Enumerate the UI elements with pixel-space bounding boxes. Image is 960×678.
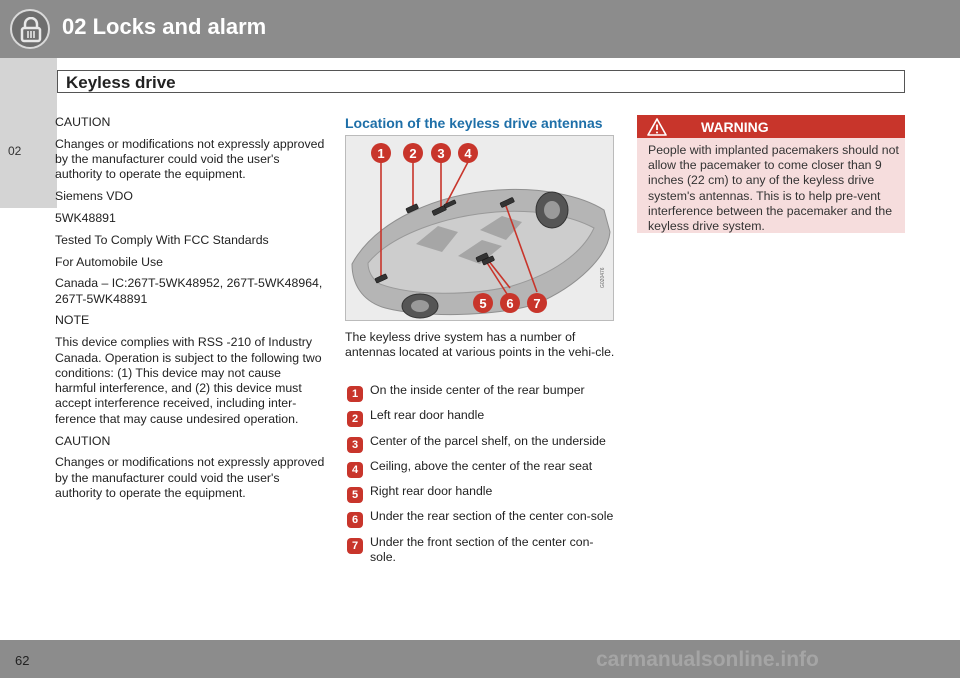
- callout-1-label: 1: [377, 146, 385, 161]
- number-badge: 4: [347, 462, 363, 478]
- paragraph: CAUTION: [55, 433, 111, 448]
- paragraph: 5WK48891: [55, 210, 116, 225]
- list-item: [345, 434, 615, 449]
- callout-7-label: 7: [533, 296, 541, 311]
- list-item-text: Left rear door handle: [370, 408, 485, 423]
- list-item-text: Right rear door handle: [370, 484, 493, 499]
- antenna-list: [345, 383, 615, 575]
- chapter-title: 02 Locks and alarm: [62, 14, 267, 39]
- number-badge: 3: [347, 437, 363, 453]
- callout-2-label: 2: [409, 146, 417, 161]
- warning-text: People with implanted pacemakers should not allow the pacemaker to come closer than 9 inches (22 cm) to any of the keyless drive system's antennas. This is to help pre-vent interference between the pacemaker and the keyless drive system.: [648, 143, 899, 234]
- antenna-heading: Location of the keyless drive antennas: [345, 115, 603, 131]
- list-item-text: Center of the parcel shelf, on the underside: [370, 433, 606, 448]
- paragraph: Changes or modifications not expressly approved by the manufacturer could void the user's authority to operate the equipment.: [55, 455, 325, 500]
- side-tab-label: 02: [8, 144, 22, 158]
- paragraph: Changes or modifications not expressly approved by the manufacturer could void the user's authority to operate the equipment.: [55, 136, 325, 182]
- pacemaker-warning-box: [637, 115, 905, 233]
- number-badge: 5: [347, 487, 363, 503]
- fcc-compliance-column: [55, 115, 325, 508]
- car-antenna-illustration: [345, 135, 614, 321]
- number-badge: 2: [347, 411, 363, 427]
- callout-6-label: 6: [506, 296, 514, 311]
- section-title: Keyless drive: [66, 73, 176, 92]
- paragraph: Siemens VDO: [55, 189, 133, 204]
- paragraph: For Automobile Use: [55, 254, 163, 269]
- list-item: [345, 484, 615, 502]
- section-title-box: [57, 70, 905, 93]
- callout-4-label: 4: [464, 146, 472, 161]
- list-item-text: Ceiling, above the center of the rear seat: [370, 458, 593, 473]
- list-item: [345, 383, 615, 398]
- paragraph: Canada – IC:267T-5WK48952, 267T-5WK48964, 267T-5WK48891: [55, 276, 323, 306]
- antenna-location-column: [345, 115, 615, 565]
- figure-code: G020476: [600, 267, 606, 288]
- list-item: [345, 408, 615, 426]
- watermark: carmanualsonline.info: [596, 648, 819, 671]
- list-item-text: On the inside center of the rear bumper: [370, 383, 585, 397]
- callout-5-label: 5: [479, 296, 487, 311]
- antenna-intro: The keyless drive system has a number of antennas located at various points in the vehi-cle.: [345, 330, 615, 360]
- paragraph: Tested To Comply With FCC Standards: [55, 232, 269, 247]
- number-badge: 1: [347, 386, 363, 402]
- number-badge: 6: [347, 512, 363, 528]
- list-item: [345, 509, 615, 527]
- paragraph: This device complies with RSS -210 of Industry Canada. Operation is subject to the following two conditions: (1) This device may not cause harmful interference, and (2) this device must accept interference received, including inter-ference that may cause undesired operation.: [55, 335, 322, 426]
- lock-icon: [10, 9, 50, 49]
- warning-header: [637, 115, 905, 138]
- warning-title: WARNING: [701, 119, 769, 135]
- paragraph: CAUTION: [55, 115, 111, 129]
- callout-3-label: 3: [437, 146, 445, 161]
- list-item-text: Under the rear section of the center con-sole: [370, 509, 614, 524]
- chapter-side-tab: [0, 58, 57, 208]
- paragraph: NOTE: [55, 313, 90, 328]
- list-item-text: Under the front section of the center con-sole.: [370, 534, 594, 565]
- list-item: [345, 535, 615, 566]
- page-number: 62: [15, 653, 30, 668]
- warning-triangle-icon: [647, 118, 667, 141]
- list-item: [345, 459, 615, 474]
- number-badge: 7: [347, 538, 363, 554]
